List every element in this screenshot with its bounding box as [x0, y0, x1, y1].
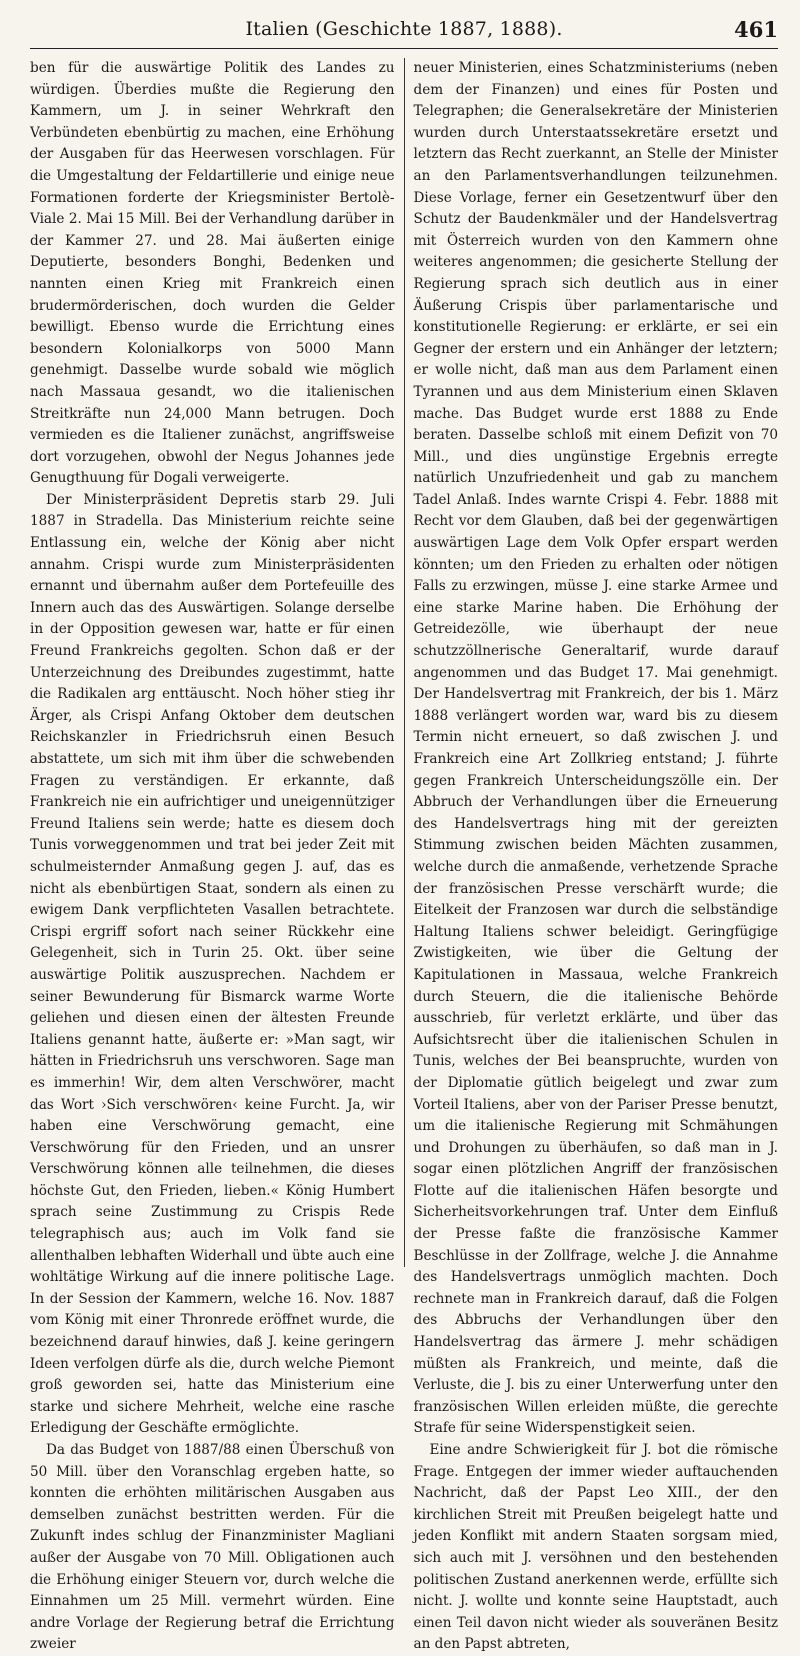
left-column — [30, 58, 404, 1653]
paragraph: neuer Ministerien, eines Schatzministeriums (neben dem der Finanzen) und eines für Posten und Telegraphen; die Generalsekretäre der Ministerien wurden durch Unterstaatssekretäre ersetzt und letztern das Recht zuerkannt, an Stelle der Minister an den Parlamentsverhandlungen teilzunehmen. Diese Vorlage, ferner ein Gesetzentwurf über den Schutz der Baudenkmäler und der Handelsvertrag mit Österreich wurden von den Kammern ohne weiteres angenommen; die gesicherte Stellung der Regierung sprach sich deutlich aus in einer Äußerung Crispis über parlamentarische und konstitutionelle Regierung: er erklärte, er sei ein Gegner der erstern und ein Anhänger der letztern; er wolle nicht, daß man aus dem Parlament einen Tyrannen und aus dem Ministerium einen Sklaven mache. Das Budget wurde erst 1888 zu Ende beraten. Dasselbe schloß mit einem Defizit von 70 Mill., und dies ungünstige Ergebnis erregte natürlich Unzufriedenheit und gab zu manchem Tadel Anlaß. Indes warnte Crispi 4. Febr. 1888 mit Recht vor dem Glauben, daß bei der gegenwärtigen auswärtigen Lage dem Volk Opfer erspart werden könnten; um den Frieden zu erhalten oder nötigen Falls zu erzwingen, müsse J. eine starke Armee und eine starke Marine haben. Die Erhöhung der Getreidezölle, wie überhaupt der neue schutzzöllnerische Generaltarif, wurde darauf angenommen und das Budget 17. Mai genehmigt. Der Handelsvertrag mit Frankreich, der bis 1. März 1888 verlängert worden war, ward bis zu diesem Termin nicht erneuert, so daß zwischen J. und Frankreich eine Art Zollkrieg entstand; J. führte gegen Frankreich Unterscheidungszölle ein. Der Abbruch der Verhandlungen über die Erneuerung des Handelsvertrags hing mit der gereizten Stimmung zwischen beiden Mächten zusammen, welche durch die anmaßende, verhetzende Sprache der französischen Presse verschärft wurde; die Eitelkeit der Franzosen war durch die selbständige Haltung Italiens schwer beleidigt. Geringfügige Zwistigkeiten, wie über die Geltung der Kapitulationen in Massaua, welche Frankreich durch Steuern, die die italienische Behörde ausschrieb, für verletzt erklärte, und über das Aufsichtsrecht über die italienischen Schulen in Tunis, welches der Bei beanspruchte, wurden von der Diplomatie gütlich beigelegt und zwar zum Vorteil Italiens, aber von der Pariser Presse benutzt, um die italienische Regierung mit Schmähungen und Drohungen zu überhäufen, so daß man in J. sogar einen plötzlichen Angriff der französischen Flotte auf die italienischen Häfen besorgte und Sicherheitsvorkehrungen traf. Unter dem Einfluß der Presse faßte die französische Kammer Beschlüsse in der Zollfrage, welche J. die Annahme des Handelsvertrags unmöglich machten. Doch rechnete man in Frankreich darauf, daß die Folgen des Abbruchs der Verhandlungen über den Handelsvertrag das ärmere J. mehr schädigen müßten als Frankreich, und meinte, daß die Verluste, die J. bis zu einer Unterwerfung unter den französischen Willen erleiden müßte, die gerechte Strafe für seine Widerspenstigkeit seien. — [413, 60, 778, 1437]
running-head: Italien (Geschichte 1887, 1888). — [245, 18, 563, 40]
paragraph: Der Ministerpräsident Depretis starb 29. Juli 1887 in Stradella. Das Ministerium reichte seine Entlassung ein, welche der König aber nicht annahm. Crispi wurde zum Ministerpräsidenten ernannt und übernahm außer dem Portefeuille des Innern auch das des Auswärtigen. Solange derselbe in der Opposition gewesen war, hatte er für einen Freund Frankreichs gegolten. Schon daß er der Unterzeichnung des Dreibundes zugestimmt, hatte die Radikalen arg enttäuscht. Noch höher stieg ihr Ärger, als Crispi Anfang Oktober dem deutschen Reichskanzler in Friedrichsruh einen Besuch abstattete, um sich mit ihm über die schwebenden Fragen zu verständigen. Er erkannte, daß Frankreich nie ein aufrichtiger und uneigennütziger Freund Italiens sein werde; hatte es diesem doch Tunis vorweggenommen und trat bei jeder Zeit mit schulmeisternder Anmaßung gegen J. auf, das es nicht als ebenbürtigen Staat, sondern als einen zu ewigem Dank verpflichteten Vasallen betrachtete. Crispi ergriff sofort nach seiner Rückkehr eine Gelegenheit, sich in Turin 25. Okt. über seine auswärtige Politik auszusprechen. Nachdem er seiner Bewunderung für Bismarck warme Worte geliehen und diesen einen der ältesten Freunde Italiens genannt hatte, äußerte er: »Man sagt, wir hätten in Friedrichsruh uns verschworen. Sage man es immerhin! Wir, dem alten Verschwörer, macht das Wort ›Sich verschwören‹ keine Furcht. Ja, wir haben eine Verschwörung gemacht, eine Verschwörung für den Frieden, und an unsrer Verschwörung können alle teilnehmen, die dieses höchste Gut, den Frieden, lieben.« König Humbert sprach seine Zustimmung zu Crispis Rede telegraphisch aus; auch im Volk fand sie allenthalben lebhaften Widerhall und übte auch eine wohltätige Wirkung auf die innere politische Lage. In der Session der Kammern, welche 16. Nov. 1887 vom König mit einer Thronrede eröffnet wurde, die bezeichnend darauf hinwies, daß J. keine geringern Ideen verfolgen dürfe als die, durch welche Piemont groß geworden sei, hatte das Ministerium eine starke und sichere Mehrheit, welche eine rasche Erledigung der Geschäfte ermöglichte. — [30, 491, 395, 1437]
text-columns — [30, 58, 778, 1653]
page-number: 461 — [734, 17, 778, 42]
page-header — [30, 14, 778, 49]
paragraph: Eine andre Schwierigkeit für J. bot die römische Frage. Entgegen der immer wieder auftauchenden Nachricht, daß der Papst Leo XIII., der den kirchlichen Streit mit Preußen beigelegt hatte und jeden Konflikt mit andern Staaten sorgsam mied, sich auch mit J. versöhnen und den bestehenden politischen Zustand anerkennen werde, erfüllte sich nicht. J. wollte und konnte seine Hauptstadt, auch einen Teil davon nicht wieder als souveränen Besitz an den Papst abtreten, — [413, 1442, 778, 1653]
right-column — [404, 58, 779, 1653]
paragraph: Da das Budget von 1887/88 einen Überschuß von 50 Mill. über den Voranschlag ergeben hatte, so konnten die erhöhten militärischen Ausgaben aus demselben zunächst bestritten werden. Für die Zukunft indes schlug der Finanzminister Magliani außer der Ausgabe von 70 Mill. Obligationen auch die Erhöhung einiger Steuern vor, durch welche die Einnahmen um 25 Mill. vermehrt würden. Eine andre Vorlage der Regierung betraf die Errichtung zweier — [30, 1442, 395, 1653]
paragraph: ben für die auswärtige Politik des Landes zu würdigen. Überdies mußte die Regierung den Kammern, um J. in seiner Wehrkraft den Verbündeten ebenbürtig zu machen, eine Erhöhung der Ausgaben für das Heerwesen vorschlagen. Für die Umgestaltung der Feldartillerie und einige neue Formationen forderte der Kriegsminister Bertolè-Viale 2. Mai 15 Mill. Bei der Verhandlung darüber in der Kammer 27. und 28. Mai äußerten einige Deputierte, besonders Bonghi, Bedenken und nannten einen Krieg mit Frankreich einen brudermörderischen, doch wurden die Gelder bewilligt. Ebenso wurde die Errichtung eines besondern Kolonialkorps von 5000 Mann genehmigt. Dasselbe wurde sobald wie möglich nach Massaua gesandt, wo die italienischen Streitkräfte nun 24,000 Mann betrugen. Doch vermieden es die Italiener zunächst, angriffsweise dort vorzugehen, obwohl der Negus Johannes jede Genugthuung für Dogali verweigerte. — [30, 60, 395, 487]
